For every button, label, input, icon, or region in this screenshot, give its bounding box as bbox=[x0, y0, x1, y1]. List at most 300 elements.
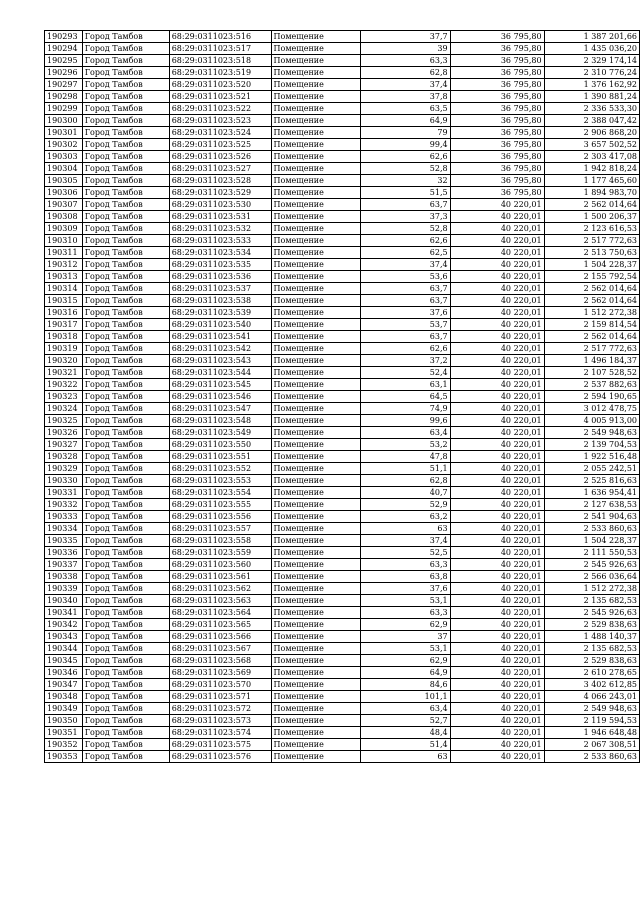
row-number-cell: 190339 bbox=[45, 583, 83, 595]
table-row bbox=[45, 403, 640, 415]
table-row bbox=[45, 211, 640, 223]
row-number-cell: 190334 bbox=[45, 523, 83, 535]
table-row bbox=[45, 67, 640, 79]
cadastral-value-cell: 2 123 616,53 bbox=[544, 223, 639, 235]
locality-cell: Город Тамбов bbox=[82, 487, 169, 499]
object-type-cell: Помещение bbox=[271, 115, 361, 127]
area-cell: 63,2 bbox=[361, 511, 450, 523]
area-cell: 63,5 bbox=[361, 103, 450, 115]
object-type-cell: Помещение bbox=[271, 319, 361, 331]
cadastral-number-cell: 68:29:0311023:576 bbox=[169, 751, 271, 763]
table-row bbox=[45, 727, 640, 739]
specific-value-cell: 36 795,80 bbox=[450, 115, 544, 127]
object-type-cell: Помещение bbox=[271, 355, 361, 367]
table-row bbox=[45, 187, 640, 199]
cadastral-value-cell: 2 513 750,63 bbox=[544, 247, 639, 259]
area-cell: 51,5 bbox=[361, 187, 450, 199]
area-cell: 62,6 bbox=[361, 343, 450, 355]
cadastral-value-cell: 1 942 818,24 bbox=[544, 163, 639, 175]
cadastral-value-cell: 2 517 772,63 bbox=[544, 235, 639, 247]
locality-cell: Город Тамбов bbox=[82, 523, 169, 535]
row-number-cell: 190297 bbox=[45, 79, 83, 91]
cadastral-value-cell: 2 067 308,51 bbox=[544, 739, 639, 751]
cadastral-value-cell: 1 390 881,24 bbox=[544, 91, 639, 103]
table-row bbox=[45, 319, 640, 331]
cadastral-value-cell: 1 504 228,37 bbox=[544, 259, 639, 271]
object-type-cell: Помещение bbox=[271, 595, 361, 607]
locality-cell: Город Тамбов bbox=[82, 127, 169, 139]
object-type-cell: Помещение bbox=[271, 415, 361, 427]
cadastral-value-cell: 2 541 904,63 bbox=[544, 511, 639, 523]
area-cell: 53,1 bbox=[361, 643, 450, 655]
table-row bbox=[45, 355, 640, 367]
table-row bbox=[45, 91, 640, 103]
cadastral-value-cell: 2 594 190,65 bbox=[544, 391, 639, 403]
row-number-cell: 190311 bbox=[45, 247, 83, 259]
table-row bbox=[45, 79, 640, 91]
locality-cell: Город Тамбов bbox=[82, 463, 169, 475]
object-type-cell: Помещение bbox=[271, 343, 361, 355]
specific-value-cell: 40 220,01 bbox=[450, 643, 544, 655]
cadastral-number-cell: 68:29:0311023:548 bbox=[169, 415, 271, 427]
specific-value-cell: 40 220,01 bbox=[450, 259, 544, 271]
row-number-cell: 190348 bbox=[45, 691, 83, 703]
specific-value-cell: 40 220,01 bbox=[450, 559, 544, 571]
object-type-cell: Помещение bbox=[271, 283, 361, 295]
table-row bbox=[45, 475, 640, 487]
cadastral-number-cell: 68:29:0311023:531 bbox=[169, 211, 271, 223]
locality-cell: Город Тамбов bbox=[82, 643, 169, 655]
specific-value-cell: 40 220,01 bbox=[450, 535, 544, 547]
cadastral-number-cell: 68:29:0311023:523 bbox=[169, 115, 271, 127]
locality-cell: Город Тамбов bbox=[82, 415, 169, 427]
specific-value-cell: 36 795,80 bbox=[450, 67, 544, 79]
area-cell: 52,9 bbox=[361, 499, 450, 511]
table-row bbox=[45, 271, 640, 283]
cadastral-value-cell: 2 135 682,53 bbox=[544, 595, 639, 607]
row-number-cell: 190300 bbox=[45, 115, 83, 127]
locality-cell: Город Тамбов bbox=[82, 691, 169, 703]
table-row bbox=[45, 643, 640, 655]
row-number-cell: 190295 bbox=[45, 55, 83, 67]
locality-cell: Город Тамбов bbox=[82, 199, 169, 211]
table-row bbox=[45, 691, 640, 703]
locality-cell: Город Тамбов bbox=[82, 91, 169, 103]
row-number-cell: 190307 bbox=[45, 199, 83, 211]
object-type-cell: Помещение bbox=[271, 727, 361, 739]
table-row bbox=[45, 379, 640, 391]
locality-cell: Город Тамбов bbox=[82, 427, 169, 439]
locality-cell: Город Тамбов bbox=[82, 559, 169, 571]
area-cell: 63,3 bbox=[361, 607, 450, 619]
cadastral-value-cell: 2 549 948,63 bbox=[544, 427, 639, 439]
locality-cell: Город Тамбов bbox=[82, 55, 169, 67]
row-number-cell: 190303 bbox=[45, 151, 83, 163]
specific-value-cell: 40 220,01 bbox=[450, 571, 544, 583]
cadastral-number-cell: 68:29:0311023:521 bbox=[169, 91, 271, 103]
area-cell: 37 bbox=[361, 631, 450, 643]
row-number-cell: 190340 bbox=[45, 595, 83, 607]
table-row bbox=[45, 43, 640, 55]
area-cell: 63 bbox=[361, 523, 450, 535]
cadastral-value-cell: 2 139 704,53 bbox=[544, 439, 639, 451]
locality-cell: Город Тамбов bbox=[82, 439, 169, 451]
table-row bbox=[45, 571, 640, 583]
cadastral-value-cell: 1 387 201,66 bbox=[544, 31, 639, 43]
cadastral-number-cell: 68:29:0311023:535 bbox=[169, 259, 271, 271]
row-number-cell: 190321 bbox=[45, 367, 83, 379]
locality-cell: Город Тамбов bbox=[82, 331, 169, 343]
cadastral-value-cell: 2 545 926,63 bbox=[544, 607, 639, 619]
cadastral-number-cell: 68:29:0311023:541 bbox=[169, 331, 271, 343]
area-cell: 74,9 bbox=[361, 403, 450, 415]
row-number-cell: 190353 bbox=[45, 751, 83, 763]
cadastral-value-cell: 2 517 772,63 bbox=[544, 343, 639, 355]
area-cell: 63,7 bbox=[361, 283, 450, 295]
row-number-cell: 190343 bbox=[45, 631, 83, 643]
cadastral-value-cell: 2 562 014,64 bbox=[544, 331, 639, 343]
table-row bbox=[45, 595, 640, 607]
locality-cell: Город Тамбов bbox=[82, 403, 169, 415]
cadastral-value-cell: 2 388 047,42 bbox=[544, 115, 639, 127]
cadastral-number-cell: 68:29:0311023:563 bbox=[169, 595, 271, 607]
cadastral-number-cell: 68:29:0311023:558 bbox=[169, 535, 271, 547]
table-row bbox=[45, 367, 640, 379]
area-cell: 63,7 bbox=[361, 331, 450, 343]
table-row bbox=[45, 427, 640, 439]
row-number-cell: 190346 bbox=[45, 667, 83, 679]
object-type-cell: Помещение bbox=[271, 643, 361, 655]
object-type-cell: Помещение bbox=[271, 247, 361, 259]
area-cell: 40,7 bbox=[361, 487, 450, 499]
object-type-cell: Помещение bbox=[271, 439, 361, 451]
row-number-cell: 190320 bbox=[45, 355, 83, 367]
specific-value-cell: 40 220,01 bbox=[450, 223, 544, 235]
specific-value-cell: 40 220,01 bbox=[450, 199, 544, 211]
row-number-cell: 190309 bbox=[45, 223, 83, 235]
locality-cell: Город Тамбов bbox=[82, 355, 169, 367]
object-type-cell: Помещение bbox=[271, 163, 361, 175]
locality-cell: Город Тамбов bbox=[82, 115, 169, 127]
row-number-cell: 190345 bbox=[45, 655, 83, 667]
row-number-cell: 190331 bbox=[45, 487, 83, 499]
object-type-cell: Помещение bbox=[271, 499, 361, 511]
object-type-cell: Помещение bbox=[271, 739, 361, 751]
area-cell: 39 bbox=[361, 43, 450, 55]
table-row bbox=[45, 175, 640, 187]
table-row bbox=[45, 415, 640, 427]
area-cell: 63,3 bbox=[361, 55, 450, 67]
area-cell: 62,6 bbox=[361, 235, 450, 247]
cadastral-number-cell: 68:29:0311023:546 bbox=[169, 391, 271, 403]
locality-cell: Город Тамбов bbox=[82, 547, 169, 559]
area-cell: 64,9 bbox=[361, 115, 450, 127]
locality-cell: Город Тамбов bbox=[82, 283, 169, 295]
table-row bbox=[45, 391, 640, 403]
row-number-cell: 190310 bbox=[45, 235, 83, 247]
area-cell: 64,5 bbox=[361, 391, 450, 403]
row-number-cell: 190335 bbox=[45, 535, 83, 547]
object-type-cell: Помещение bbox=[271, 631, 361, 643]
cadastral-value-cell: 2 533 860,63 bbox=[544, 523, 639, 535]
cadastral-value-cell: 2 562 014,64 bbox=[544, 283, 639, 295]
row-number-cell: 190332 bbox=[45, 499, 83, 511]
specific-value-cell: 36 795,80 bbox=[450, 91, 544, 103]
area-cell: 62,8 bbox=[361, 475, 450, 487]
cadastral-number-cell: 68:29:0311023:570 bbox=[169, 679, 271, 691]
table-row bbox=[45, 739, 640, 751]
cadastral-number-cell: 68:29:0311023:544 bbox=[169, 367, 271, 379]
cadastral-value-cell: 1 504 228,37 bbox=[544, 535, 639, 547]
object-type-cell: Помещение bbox=[271, 31, 361, 43]
cadastral-number-cell: 68:29:0311023:524 bbox=[169, 127, 271, 139]
cadastral-number-cell: 68:29:0311023:518 bbox=[169, 55, 271, 67]
locality-cell: Город Тамбов bbox=[82, 79, 169, 91]
cadastral-value-cell: 2 566 036,64 bbox=[544, 571, 639, 583]
object-type-cell: Помещение bbox=[271, 151, 361, 163]
area-cell: 99,4 bbox=[361, 139, 450, 151]
locality-cell: Город Тамбов bbox=[82, 367, 169, 379]
locality-cell: Город Тамбов bbox=[82, 703, 169, 715]
specific-value-cell: 40 220,01 bbox=[450, 355, 544, 367]
object-type-cell: Помещение bbox=[271, 475, 361, 487]
cadastral-value-cell: 2 329 174,14 bbox=[544, 55, 639, 67]
cadastral-number-cell: 68:29:0311023:525 bbox=[169, 139, 271, 151]
cadastral-number-cell: 68:29:0311023:554 bbox=[169, 487, 271, 499]
row-number-cell: 190324 bbox=[45, 403, 83, 415]
area-cell: 52,4 bbox=[361, 367, 450, 379]
row-number-cell: 190349 bbox=[45, 703, 83, 715]
table-row bbox=[45, 655, 640, 667]
cadastral-number-cell: 68:29:0311023:538 bbox=[169, 295, 271, 307]
area-cell: 64,9 bbox=[361, 667, 450, 679]
cadastral-value-cell: 1 946 648,48 bbox=[544, 727, 639, 739]
row-number-cell: 190317 bbox=[45, 319, 83, 331]
specific-value-cell: 40 220,01 bbox=[450, 487, 544, 499]
cadastral-number-cell: 68:29:0311023:536 bbox=[169, 271, 271, 283]
row-number-cell: 190336 bbox=[45, 547, 83, 559]
object-type-cell: Помещение bbox=[271, 367, 361, 379]
specific-value-cell: 40 220,01 bbox=[450, 439, 544, 451]
cadastral-number-cell: 68:29:0311023:552 bbox=[169, 463, 271, 475]
cadastral-value-cell: 2 310 776,24 bbox=[544, 67, 639, 79]
cadastral-number-cell: 68:29:0311023:572 bbox=[169, 703, 271, 715]
table-row bbox=[45, 511, 640, 523]
cadastral-value-cell: 2 336 533,30 bbox=[544, 103, 639, 115]
cadastral-value-cell: 2 107 528,52 bbox=[544, 367, 639, 379]
cadastral-value-cell: 2 906 868,20 bbox=[544, 127, 639, 139]
object-type-cell: Помещение bbox=[271, 223, 361, 235]
object-type-cell: Помещение bbox=[271, 379, 361, 391]
cadastral-number-cell: 68:29:0311023:555 bbox=[169, 499, 271, 511]
cadastral-number-cell: 68:29:0311023:540 bbox=[169, 319, 271, 331]
area-cell: 37,6 bbox=[361, 583, 450, 595]
locality-cell: Город Тамбов bbox=[82, 259, 169, 271]
row-number-cell: 190338 bbox=[45, 571, 83, 583]
cadastral-value-cell: 4 005 913,00 bbox=[544, 415, 639, 427]
cadastral-number-cell: 68:29:0311023:568 bbox=[169, 655, 271, 667]
table-row bbox=[45, 499, 640, 511]
object-type-cell: Помещение bbox=[271, 199, 361, 211]
area-cell: 99,6 bbox=[361, 415, 450, 427]
table-row bbox=[45, 667, 640, 679]
specific-value-cell: 40 220,01 bbox=[450, 739, 544, 751]
specific-value-cell: 40 220,01 bbox=[450, 391, 544, 403]
object-type-cell: Помещение bbox=[271, 715, 361, 727]
row-number-cell: 190315 bbox=[45, 295, 83, 307]
specific-value-cell: 40 220,01 bbox=[450, 211, 544, 223]
row-number-cell: 190304 bbox=[45, 163, 83, 175]
cadastral-number-cell: 68:29:0311023:567 bbox=[169, 643, 271, 655]
cadastral-value-cell: 2 533 860,63 bbox=[544, 751, 639, 763]
object-type-cell: Помещение bbox=[271, 451, 361, 463]
specific-value-cell: 36 795,80 bbox=[450, 79, 544, 91]
cadastral-number-cell: 68:29:0311023:559 bbox=[169, 547, 271, 559]
area-cell: 53,2 bbox=[361, 439, 450, 451]
locality-cell: Город Тамбов bbox=[82, 571, 169, 583]
locality-cell: Город Тамбов bbox=[82, 235, 169, 247]
locality-cell: Город Тамбов bbox=[82, 655, 169, 667]
specific-value-cell: 36 795,80 bbox=[450, 175, 544, 187]
object-type-cell: Помещение bbox=[271, 307, 361, 319]
table-row bbox=[45, 331, 640, 343]
row-number-cell: 190296 bbox=[45, 67, 83, 79]
object-type-cell: Помещение bbox=[271, 271, 361, 283]
specific-value-cell: 40 220,01 bbox=[450, 703, 544, 715]
locality-cell: Город Тамбов bbox=[82, 667, 169, 679]
table-row bbox=[45, 223, 640, 235]
area-cell: 53,1 bbox=[361, 595, 450, 607]
table-row bbox=[45, 103, 640, 115]
table-row bbox=[45, 487, 640, 499]
object-type-cell: Помещение bbox=[271, 559, 361, 571]
cadastral-number-cell: 68:29:0311023:534 bbox=[169, 247, 271, 259]
locality-cell: Город Тамбов bbox=[82, 43, 169, 55]
area-cell: 48,4 bbox=[361, 727, 450, 739]
cadastral-number-cell: 68:29:0311023:556 bbox=[169, 511, 271, 523]
locality-cell: Город Тамбов bbox=[82, 679, 169, 691]
cadastral-number-cell: 68:29:0311023:562 bbox=[169, 583, 271, 595]
row-number-cell: 190316 bbox=[45, 307, 83, 319]
row-number-cell: 190330 bbox=[45, 475, 83, 487]
row-number-cell: 190302 bbox=[45, 139, 83, 151]
specific-value-cell: 40 220,01 bbox=[450, 319, 544, 331]
row-number-cell: 190333 bbox=[45, 511, 83, 523]
area-cell: 62,8 bbox=[361, 67, 450, 79]
cadastral-value-cell: 2 111 550,53 bbox=[544, 547, 639, 559]
cadastral-value-cell: 2 529 838,63 bbox=[544, 655, 639, 667]
object-type-cell: Помещение bbox=[271, 259, 361, 271]
cadastral-value-cell: 1 512 272,38 bbox=[544, 583, 639, 595]
table-row bbox=[45, 451, 640, 463]
area-cell: 62,5 bbox=[361, 247, 450, 259]
table-row bbox=[45, 55, 640, 67]
specific-value-cell: 40 220,01 bbox=[450, 655, 544, 667]
row-number-cell: 190337 bbox=[45, 559, 83, 571]
area-cell: 79 bbox=[361, 127, 450, 139]
specific-value-cell: 40 220,01 bbox=[450, 595, 544, 607]
object-type-cell: Помещение bbox=[271, 211, 361, 223]
specific-value-cell: 40 220,01 bbox=[450, 667, 544, 679]
cadastral-value-cell: 2 529 838,63 bbox=[544, 619, 639, 631]
cadastral-value-cell: 1 922 516,48 bbox=[544, 451, 639, 463]
table-row bbox=[45, 463, 640, 475]
area-cell: 32 bbox=[361, 175, 450, 187]
row-number-cell: 190294 bbox=[45, 43, 83, 55]
area-cell: 101,1 bbox=[361, 691, 450, 703]
table-row bbox=[45, 583, 640, 595]
cadastral-number-cell: 68:29:0311023:542 bbox=[169, 343, 271, 355]
specific-value-cell: 36 795,80 bbox=[450, 43, 544, 55]
specific-value-cell: 40 220,01 bbox=[450, 379, 544, 391]
locality-cell: Город Тамбов bbox=[82, 595, 169, 607]
cadastral-value-cell: 1 488 140,37 bbox=[544, 631, 639, 643]
cadastral-value-cell: 1 177 465,60 bbox=[544, 175, 639, 187]
area-cell: 52,8 bbox=[361, 163, 450, 175]
table-row bbox=[45, 607, 640, 619]
locality-cell: Город Тамбов bbox=[82, 631, 169, 643]
table-row bbox=[45, 235, 640, 247]
row-number-cell: 190350 bbox=[45, 715, 83, 727]
cadastral-number-cell: 68:29:0311023:522 bbox=[169, 103, 271, 115]
object-type-cell: Помещение bbox=[271, 127, 361, 139]
locality-cell: Город Тамбов bbox=[82, 619, 169, 631]
row-number-cell: 190347 bbox=[45, 679, 83, 691]
locality-cell: Город Тамбов bbox=[82, 343, 169, 355]
table-row bbox=[45, 259, 640, 271]
specific-value-cell: 40 220,01 bbox=[450, 343, 544, 355]
specific-value-cell: 40 220,01 bbox=[450, 403, 544, 415]
area-cell: 51,1 bbox=[361, 463, 450, 475]
table-row bbox=[45, 199, 640, 211]
cadastral-number-cell: 68:29:0311023:529 bbox=[169, 187, 271, 199]
specific-value-cell: 40 220,01 bbox=[450, 679, 544, 691]
cadastral-value-cell: 1 496 184,37 bbox=[544, 355, 639, 367]
cadastral-number-cell: 68:29:0311023:565 bbox=[169, 619, 271, 631]
object-type-cell: Помещение bbox=[271, 139, 361, 151]
specific-value-cell: 36 795,80 bbox=[450, 127, 544, 139]
object-type-cell: Помещение bbox=[271, 607, 361, 619]
locality-cell: Город Тамбов bbox=[82, 187, 169, 199]
row-number-cell: 190326 bbox=[45, 427, 83, 439]
cadastral-number-cell: 68:29:0311023:537 bbox=[169, 283, 271, 295]
cadastral-number-cell: 68:29:0311023:574 bbox=[169, 727, 271, 739]
cadastral-value-cell: 4 066 243,01 bbox=[544, 691, 639, 703]
specific-value-cell: 40 220,01 bbox=[450, 331, 544, 343]
table-row bbox=[45, 547, 640, 559]
specific-value-cell: 36 795,80 bbox=[450, 151, 544, 163]
locality-cell: Город Тамбов bbox=[82, 31, 169, 43]
area-cell: 37,2 bbox=[361, 355, 450, 367]
cadastral-value-cell: 2 127 638,53 bbox=[544, 499, 639, 511]
table-row bbox=[45, 151, 640, 163]
locality-cell: Город Тамбов bbox=[82, 151, 169, 163]
row-number-cell: 190298 bbox=[45, 91, 83, 103]
object-type-cell: Помещение bbox=[271, 331, 361, 343]
object-type-cell: Помещение bbox=[271, 583, 361, 595]
cadastral-number-cell: 68:29:0311023:519 bbox=[169, 67, 271, 79]
row-number-cell: 190322 bbox=[45, 379, 83, 391]
table-row bbox=[45, 115, 640, 127]
table-row bbox=[45, 295, 640, 307]
object-type-cell: Помещение bbox=[271, 679, 361, 691]
table-row bbox=[45, 307, 640, 319]
area-cell: 37,3 bbox=[361, 211, 450, 223]
area-cell: 63,4 bbox=[361, 427, 450, 439]
object-type-cell: Помещение bbox=[271, 703, 361, 715]
cadastral-number-cell: 68:29:0311023:526 bbox=[169, 151, 271, 163]
specific-value-cell: 40 220,01 bbox=[450, 523, 544, 535]
